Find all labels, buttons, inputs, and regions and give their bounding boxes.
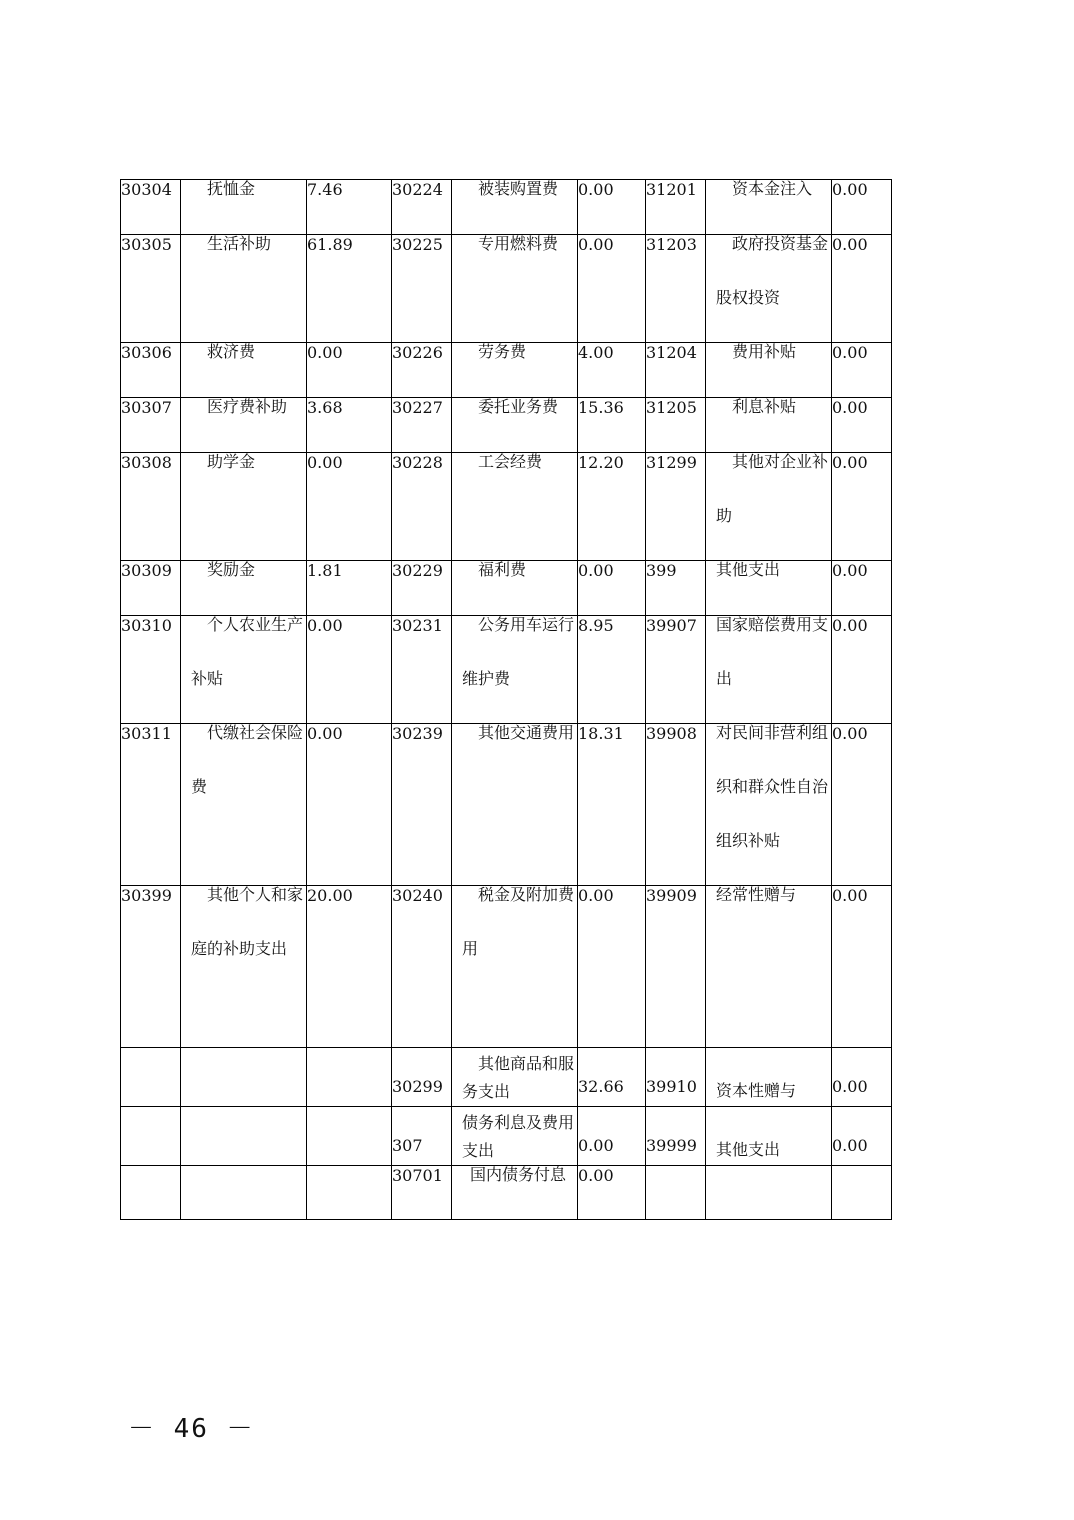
name-cell: 债务利息及费用支出 [452,1107,578,1166]
name-cell: 其他个人和家庭的补助支出 [181,886,307,1048]
code-cell: 30306 [121,343,181,398]
name-cell: 工会经费 [452,453,578,561]
amount-cell: 0.00 [578,235,646,343]
amount-cell: 0.00 [578,886,646,1048]
name-cell [181,1048,307,1107]
table-row [121,1166,892,1220]
code-cell: 30239 [392,724,452,886]
code-cell: 39910 [646,1048,706,1107]
name-cell [706,1166,832,1220]
name-cell: 个人农业生产补贴 [181,616,307,724]
name-cell: 生活补助 [181,235,307,343]
amount-cell: 18.31 [578,724,646,886]
amount-cell: 0.00 [832,616,892,724]
amount-cell: 61.89 [307,235,392,343]
table-row [121,1048,892,1107]
code-cell [646,1166,706,1220]
name-cell: 费用补贴 [706,343,832,398]
code-cell: 31203 [646,235,706,343]
code-cell: 39999 [646,1107,706,1166]
code-cell: 30225 [392,235,452,343]
amount-cell: 0.00 [832,1107,892,1166]
amount-cell: 0.00 [832,180,892,235]
name-cell: 其他对企业补助 [706,453,832,561]
name-cell: 经常性赠与 [706,886,832,1048]
amount-cell: 3.68 [307,398,392,453]
name-cell: 其他支出 [706,561,832,616]
code-cell: 30305 [121,235,181,343]
name-cell: 资本性赠与 [706,1048,832,1107]
amount-cell: 0.00 [307,616,392,724]
name-cell: 国家赔偿费用支出 [706,616,832,724]
name-cell: 国内债务付息 [452,1166,578,1220]
code-cell: 39909 [646,886,706,1048]
name-cell: 医疗费补助 [181,398,307,453]
code-cell: 31205 [646,398,706,453]
name-cell: 奖励金 [181,561,307,616]
amount-cell: 0.00 [307,453,392,561]
code-cell: 30226 [392,343,452,398]
name-cell [181,1166,307,1220]
table-row [121,724,892,886]
name-cell: 被装购置费 [452,180,578,235]
amount-cell: 0.00 [832,398,892,453]
code-cell: 30240 [392,886,452,1048]
amount-cell: 0.00 [832,724,892,886]
amount-cell: 4.00 [578,343,646,398]
code-cell: 307 [392,1107,452,1166]
code-cell: 30701 [392,1166,452,1220]
table-row [121,886,892,1048]
code-cell: 39908 [646,724,706,886]
amount-cell: 0.00 [578,1166,646,1220]
code-cell: 30310 [121,616,181,724]
code-cell: 30304 [121,180,181,235]
code-cell: 31201 [646,180,706,235]
amount-cell: 0.00 [832,453,892,561]
code-cell: 30309 [121,561,181,616]
name-cell: 委托业务费 [452,398,578,453]
expenditure-table [120,179,892,1220]
amount-cell: 0.00 [832,343,892,398]
code-cell: 30311 [121,724,181,886]
name-cell [181,1107,307,1166]
amount-cell [307,1166,392,1220]
code-cell [121,1048,181,1107]
code-cell [121,1107,181,1166]
name-cell: 公务用车运行维护费 [452,616,578,724]
amount-cell: 0.00 [832,561,892,616]
code-cell: 30399 [121,886,181,1048]
page-number: － 46 － [128,1414,255,1444]
amount-cell: 20.00 [307,886,392,1048]
amount-cell: 0.00 [578,1107,646,1166]
amount-cell: 0.00 [832,1048,892,1107]
name-cell: 代缴社会保险费 [181,724,307,886]
amount-cell: 32.66 [578,1048,646,1107]
amount-cell: 0.00 [307,724,392,886]
code-cell: 30231 [392,616,452,724]
name-cell: 其他支出 [706,1107,832,1166]
amount-cell: 15.36 [578,398,646,453]
code-cell: 30224 [392,180,452,235]
amount-cell [832,1166,892,1220]
code-cell: 30227 [392,398,452,453]
code-cell: 31299 [646,453,706,561]
code-cell: 39907 [646,616,706,724]
amount-cell: 0.00 [307,343,392,398]
amount-cell: 0.00 [832,886,892,1048]
amount-cell: 8.95 [578,616,646,724]
amount-cell: 12.20 [578,453,646,561]
code-cell: 31204 [646,343,706,398]
name-cell: 利息补贴 [706,398,832,453]
name-cell: 其他交通费用 [452,724,578,886]
name-cell: 资本金注入 [706,180,832,235]
code-cell: 30308 [121,453,181,561]
amount-cell: 0.00 [578,561,646,616]
name-cell: 其他商品和服务支出 [452,1048,578,1107]
name-cell: 福利费 [452,561,578,616]
name-cell: 专用燃料费 [452,235,578,343]
amount-cell: 7.46 [307,180,392,235]
code-cell: 399 [646,561,706,616]
code-cell: 30307 [121,398,181,453]
name-cell: 助学金 [181,453,307,561]
name-cell: 救济费 [181,343,307,398]
name-cell: 政府投资基金股权投资 [706,235,832,343]
amount-cell: 0.00 [832,235,892,343]
amount-cell: 1.81 [307,561,392,616]
code-cell: 30228 [392,453,452,561]
code-cell: 30299 [392,1048,452,1107]
amount-cell: 0.00 [578,180,646,235]
name-cell: 税金及附加费用 [452,886,578,1048]
code-cell: 30229 [392,561,452,616]
code-cell [121,1166,181,1220]
name-cell: 对民间非营利组织和群众性自治组织补贴 [706,724,832,886]
name-cell: 抚恤金 [181,180,307,235]
amount-cell [307,1107,392,1166]
amount-cell [307,1048,392,1107]
name-cell: 劳务费 [452,343,578,398]
